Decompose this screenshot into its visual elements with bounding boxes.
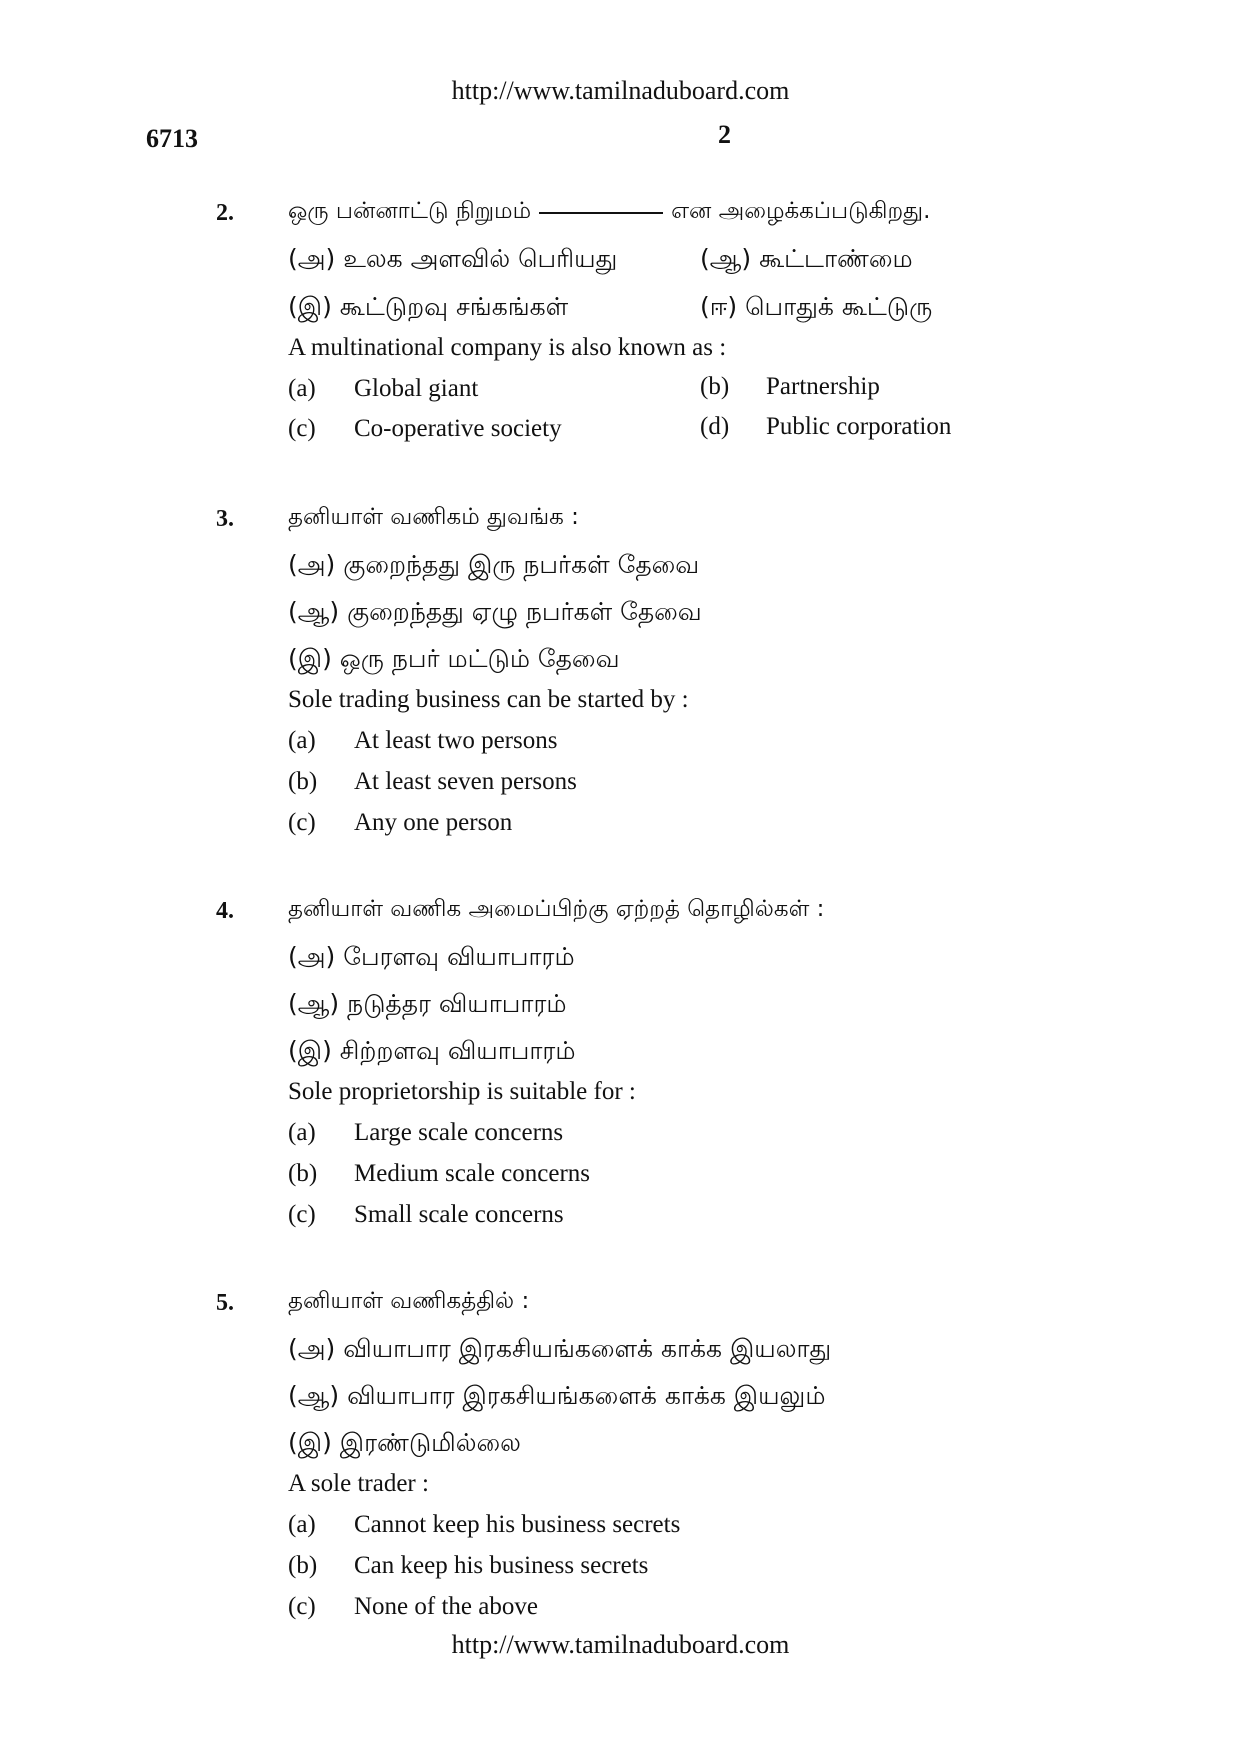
tamil-stem: [288, 198, 930, 227]
tamil-option: (அ) வியாபார இரகசியங்களைக் காக்க இயலாது: [288, 1334, 832, 1363]
tamil-option: (ஈ) பொதுக் கூட்டுரு: [700, 292, 933, 321]
tamil-stem: தனியாள் வணிகத்தில் :: [288, 1288, 530, 1314]
english-option: (b) Partnership: [700, 373, 880, 400]
footer-url: http://www.tamilnaduboard.com: [451, 1630, 790, 1659]
tamil-option: (இ) ஒரு நபர் மட்டும் தேவை: [288, 644, 620, 673]
english-option: (b) At least seven persons: [288, 768, 577, 795]
english-stem: A sole trader :: [288, 1470, 429, 1497]
page-number: 2: [718, 120, 731, 149]
fill-blank: [539, 212, 663, 214]
english-option: (a) Cannot keep his business secrets: [288, 1511, 681, 1538]
tamil-option: (ஆ) வியாபார இரகசியங்களைக் காக்க இயலும்: [288, 1381, 826, 1410]
question-number: 2.: [216, 200, 234, 226]
tamil-option: (அ) உலக அளவில் பெரியது: [288, 244, 618, 273]
english-option: (a) At least two persons: [288, 727, 558, 754]
tamil-stem: தனியாள் வணிகம் துவங்க :: [288, 504, 579, 530]
tamil-stem-part: என அழைக்கப்படுகிறது.: [671, 198, 931, 224]
tamil-option: (ஆ) கூட்டாண்மை: [700, 244, 913, 273]
english-option: (c) None of the above: [288, 1593, 538, 1620]
english-option: (c) Small scale concerns: [288, 1201, 564, 1228]
tamil-option: (இ) கூட்டுறவு சங்கங்கள்: [288, 292, 569, 321]
question-number: 5.: [216, 1290, 234, 1316]
english-stem: A multinational company is also known as :: [288, 334, 727, 361]
english-option: (d) Public corporation: [700, 413, 952, 440]
tamil-option: (இ) சிற்றளவு வியாபாரம்: [288, 1036, 576, 1065]
tamil-option: (அ) பேரளவு வியாபாரம்: [288, 942, 575, 971]
tamil-option: (ஆ) நடுத்தர வியாபாரம்: [288, 989, 567, 1018]
english-stem: Sole proprietorship is suitable for :: [288, 1078, 636, 1105]
english-option: (b) Medium scale concerns: [288, 1160, 591, 1187]
english-stem: Sole trading business can be started by :: [288, 686, 689, 713]
tamil-option: (இ) இரண்டுமில்லை: [288, 1428, 521, 1457]
question-number: 4.: [216, 898, 234, 924]
tamil-stem-part: ஒரு பன்னாட்டு நிறுமம்: [288, 198, 532, 224]
english-option: (a) Large scale concerns: [288, 1119, 564, 1146]
english-option: (b) Can keep his business secrets: [288, 1552, 649, 1579]
paper-code: 6713: [146, 124, 198, 153]
english-option: (c) Any one person: [288, 809, 513, 836]
question-number: 3.: [216, 506, 234, 532]
tamil-option: (அ) குறைந்தது இரு நபர்கள் தேவை: [288, 550, 700, 579]
english-option: (c) Co-operative society: [288, 415, 562, 442]
english-option: (a) Global giant: [288, 375, 479, 402]
tamil-option: (ஆ) குறைந்தது ஏழு நபர்கள் தேவை: [288, 597, 702, 626]
header-url: http://www.tamilnaduboard.com: [451, 76, 790, 105]
tamil-stem: தனியாள் வணிக அமைப்பிற்கு ஏற்றத் தொழில்கள் :: [288, 896, 825, 922]
